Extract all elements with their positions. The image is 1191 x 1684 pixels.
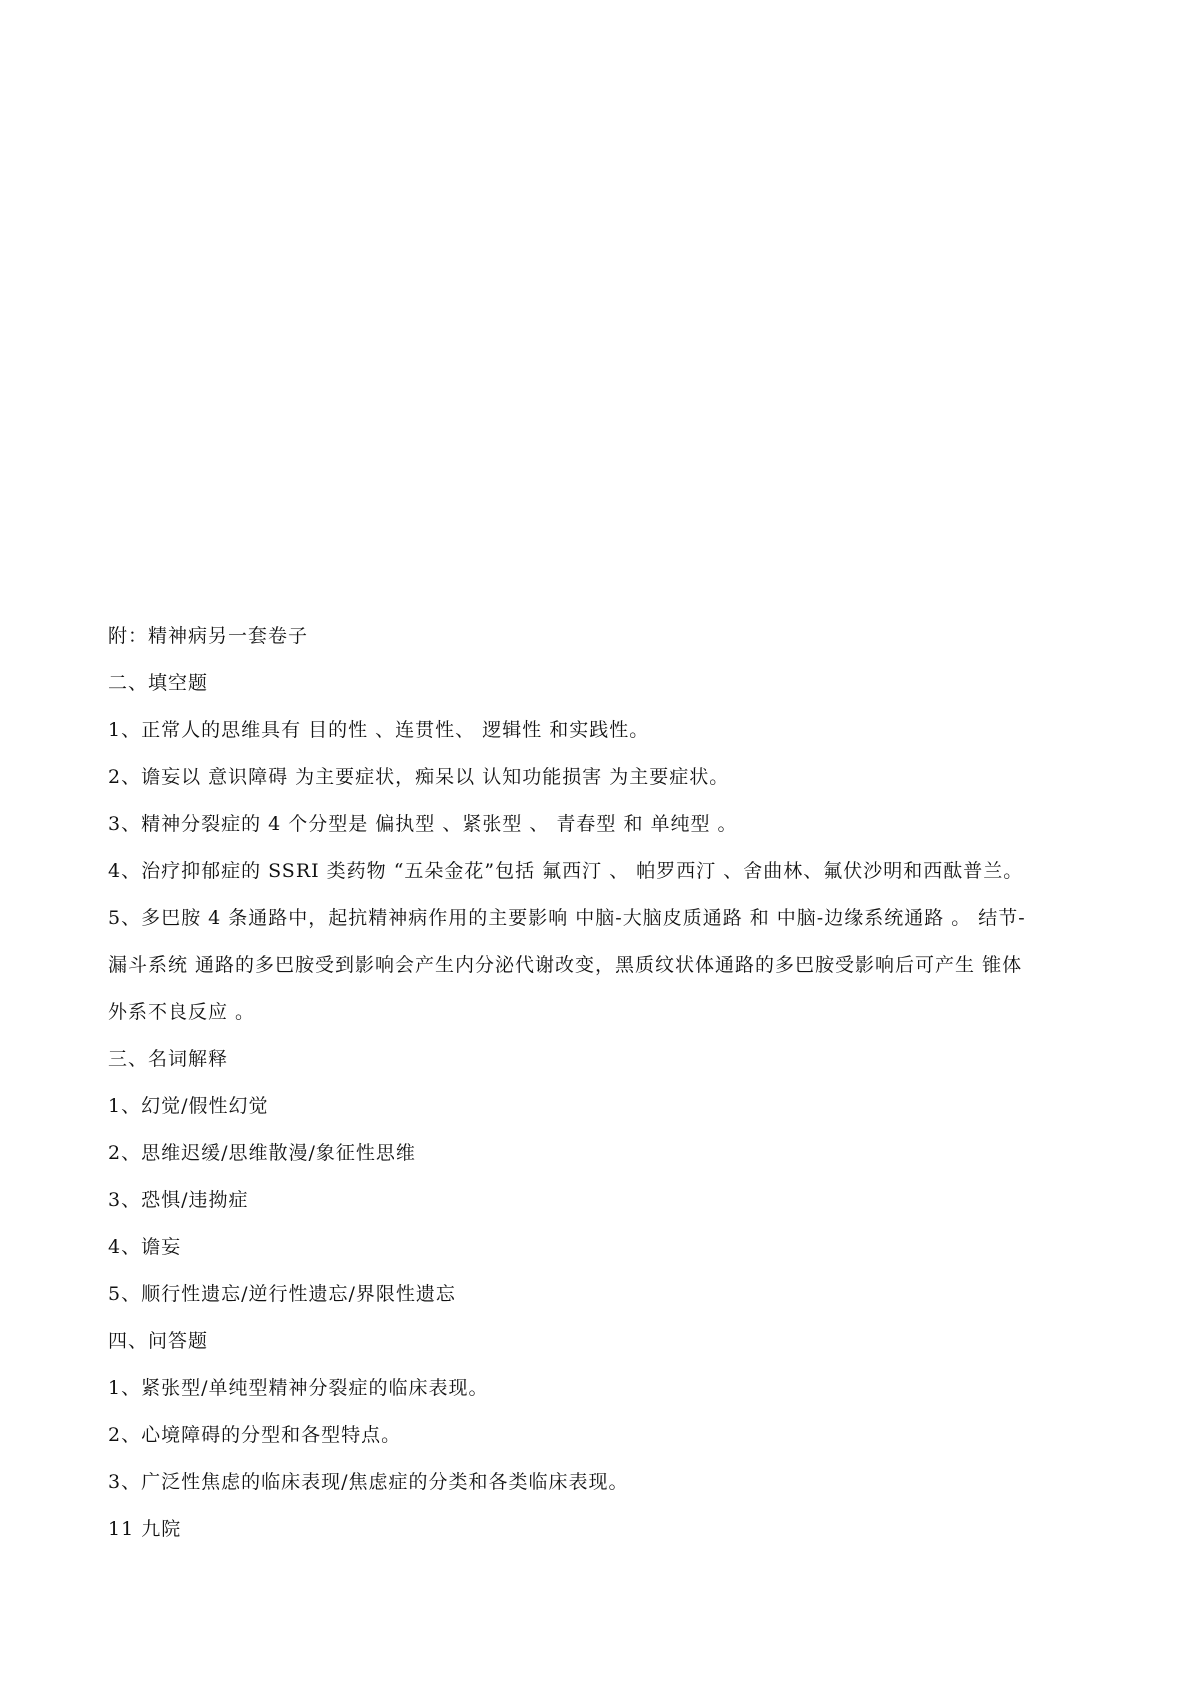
fill-item-4: 4、治疗抑郁症的 SSRI 类药物 “五朵金花”包括 氟西汀 、 帕罗西汀 、舍曲林、氟伏沙明和西酞普兰。 [108, 860, 1024, 882]
term-item-2: 2、思维迟缓/思维散漫/象征性思维 [108, 1142, 416, 1164]
document-content [108, 622, 1088, 1562]
document-footer: 11 九院 [108, 1518, 182, 1540]
section-title-qa: 四、问答题 [108, 1330, 209, 1352]
qa-item-3: 3、广泛性焦虑的临床表现/焦虑症的分类和各类临床表现。 [108, 1471, 629, 1493]
fill-item-1: 1、正常人的思维具有 目的性 、连贯性、 逻辑性 和实践性。 [108, 719, 650, 741]
term-item-5: 5、顺行性遗忘/逆行性遗忘/界限性遗忘 [108, 1283, 456, 1305]
fill-item-3: 3、精神分裂症的 4 个分型是 偏执型 、紧张型 、 青春型 和 单纯型 。 [108, 813, 738, 835]
term-item-1: 1、幻觉/假性幻觉 [108, 1095, 269, 1117]
qa-item-1: 1、紧张型/单纯型精神分裂症的临床表现。 [108, 1377, 489, 1399]
document-header: 附：精神病另一套卷子 [108, 625, 309, 647]
fill-item-2: 2、谵妄以 意识障碍 为主要症状，痴呆以 认知功能损害 为主要症状。 [108, 766, 730, 788]
term-item-3: 3、恐惧/违拗症 [108, 1189, 249, 1211]
section-title-terms: 三、名词解释 [108, 1048, 229, 1070]
fill-item-5-line-2: 漏斗系统 通路的多巴胺受到影响会产生内分泌代谢改变，黑质纹状体通路的多巴胺受影响后可产生 锥体 [108, 954, 1023, 976]
fill-item-5-line-3: 外系不良反应 。 [108, 1001, 256, 1023]
qa-item-2: 2、心境障碍的分型和各型特点。 [108, 1424, 402, 1446]
section-title-fill-in: 二、填空题 [108, 672, 209, 694]
fill-item-5-line-1: 5、多巴胺 4 条通路中，起抗精神病作用的主要影响 中脑-大脑皮质通路 和 中脑-边缘系统通路 。 结节- [108, 907, 1026, 929]
term-item-4: 4、谵妄 [108, 1236, 182, 1258]
